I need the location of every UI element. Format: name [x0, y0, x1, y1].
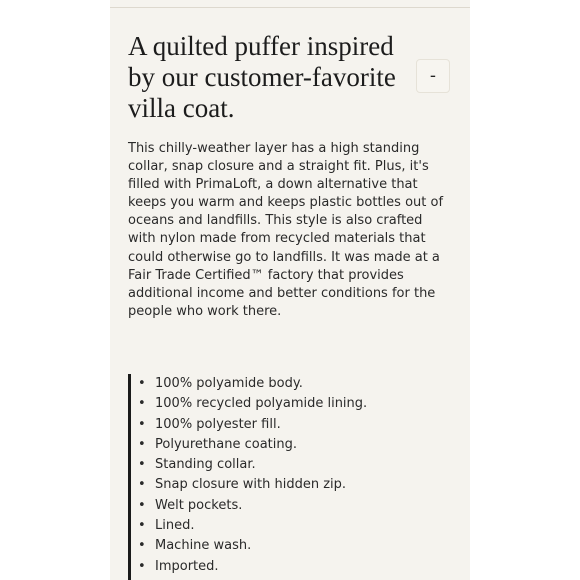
details-left-rule [128, 374, 131, 580]
detail-item: • Lined. [138, 516, 367, 536]
detail-item: • 100% polyamide body. [138, 374, 367, 394]
detail-item: • Standing collar. [138, 455, 367, 475]
product-details-block [128, 374, 450, 580]
detail-item: • Welt pockets. [138, 496, 367, 516]
product-heading: A quilted puffer inspired by our customer-favorite villa coat. [128, 31, 396, 123]
detail-item: • Snap closure with hidden zip. [138, 475, 367, 495]
detail-item: • 100% recycled polyamide lining. [138, 394, 367, 414]
detail-item: • 100% polyester fill. [138, 415, 367, 435]
top-divider [110, 7, 470, 8]
product-description: This chilly-weather layer has a high standing collar, snap closure and a straight fit. Plus, it's filled with PrimaLoft, a down alternative that keeps you warm and keeps plastic bottles out of oceans and landfills. This style is also crafted with nylon made from recycled materials that could otherwise go to landfills. It was made at a Fair Trade Certified™ factory that provides additional income and better conditions for the people who work there. [128, 141, 444, 319]
collapse-section-button[interactable]: - [416, 59, 450, 93]
detail-item: • Polyurethane coating. [138, 435, 367, 455]
product-details-panel [110, 0, 470, 580]
detail-item: • Machine wash. [138, 536, 367, 556]
product-details-list [138, 374, 367, 577]
detail-item: • Imported. [138, 557, 367, 577]
